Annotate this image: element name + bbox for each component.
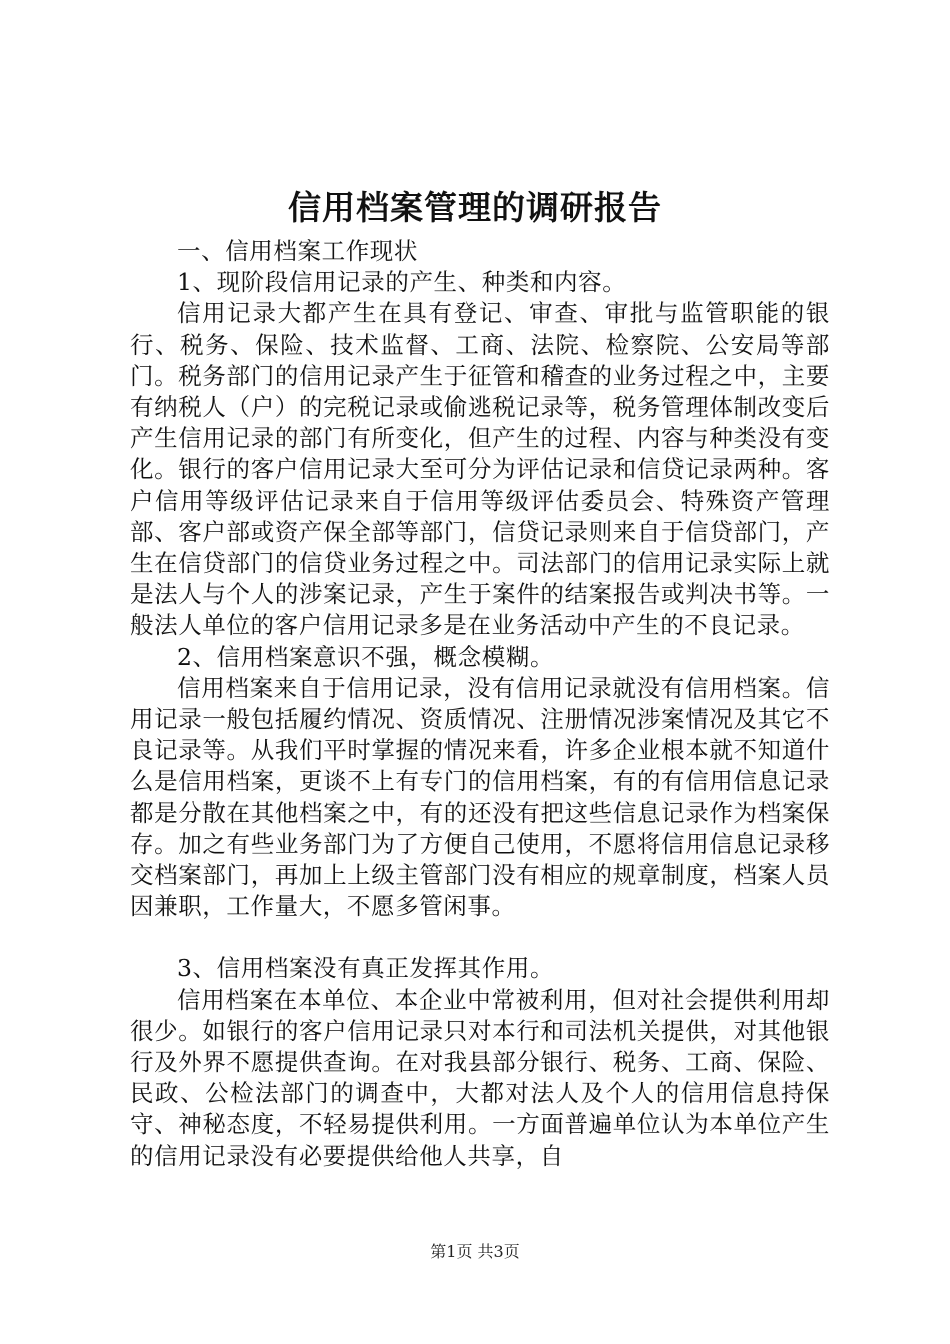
paragraph-3: 信用档案在本单位、本企业中常被利用，但对社会提供利用却很少。如银行的客户信用记录只对本行和司法机关提供，对其他银行及外界不愿提供查询。在对我县部分银行、税务、工商、保险、民政、公检法部门的调查中，大都对法人及个人的信用信息持保守、神秘态度，不轻易提供利用。一方面普遍单位认为本单位产生的信用记录没有必要提供给他人共享，自 bbox=[130, 985, 830, 1170]
subheading-1: 1、现阶段信用记录的产生、种类和内容。 bbox=[177, 268, 627, 297]
paragraph-2: 信用档案来自于信用记录，没有信用记录就没有信用档案。信用记录一般包括履约情况、资质情况、注册情况涉案情况及其它不良记录等。从我们平时掌握的情况来看，许多企业根本就不知道什么是信用档案，更谈不上有专门的信用档案，有的有信用信息记录都是分散在其他档案之中，有的还没有把这些信息记录作为档案保存。加之有些业务部门为了方便自己使用，不愿将信用信息记录移交档案部门，再加上上级主管部门没有相应的规章制度，档案人员因兼职，工作量大，不愿多管闲事。 bbox=[130, 673, 830, 921]
section-heading-1: 一、信用档案工作现状 bbox=[177, 237, 418, 265]
paragraph-1: 信用记录大都产生在具有登记、审查、审批与监管职能的银行、税务、保险、技术监督、工商、法院、检察院、公安局等部门。税务部门的信用记录产生于征管和稽查的业务过程之中，主要有纳税人（户）的完税记录或偷逃税记录等，税务管理体制改变后产生信用记录的部门有所变化，但产生的过程、内容与种类没有变化。银行的客户信用记录大至可分为评估记录和信贷记录两种。客户信用等级评估记录来自于信用等级评估委员会、特殊资产管理部、客户部或资产保全部等部门，信贷记录则来自于信贷部门，产生在信贷部门的信贷业务过程之中。司法部门的信用记录实际上就是法人与个人的涉案记录，产生于案件的结案报告或判决书等。一般法人单位的客户信用记录多是在业务活动中产生的不良记录。 bbox=[130, 299, 830, 640]
document-body bbox=[130, 236, 830, 1172]
subheading-3: 3、信用档案没有真正发挥其作用。 bbox=[177, 954, 555, 983]
document-title: 信用档案管理的调研报告 bbox=[288, 188, 662, 227]
subheading-2: 2、信用档案意识不强，概念模糊。 bbox=[177, 642, 555, 671]
page-footer: 第1页 共3页 bbox=[430, 1242, 520, 1261]
